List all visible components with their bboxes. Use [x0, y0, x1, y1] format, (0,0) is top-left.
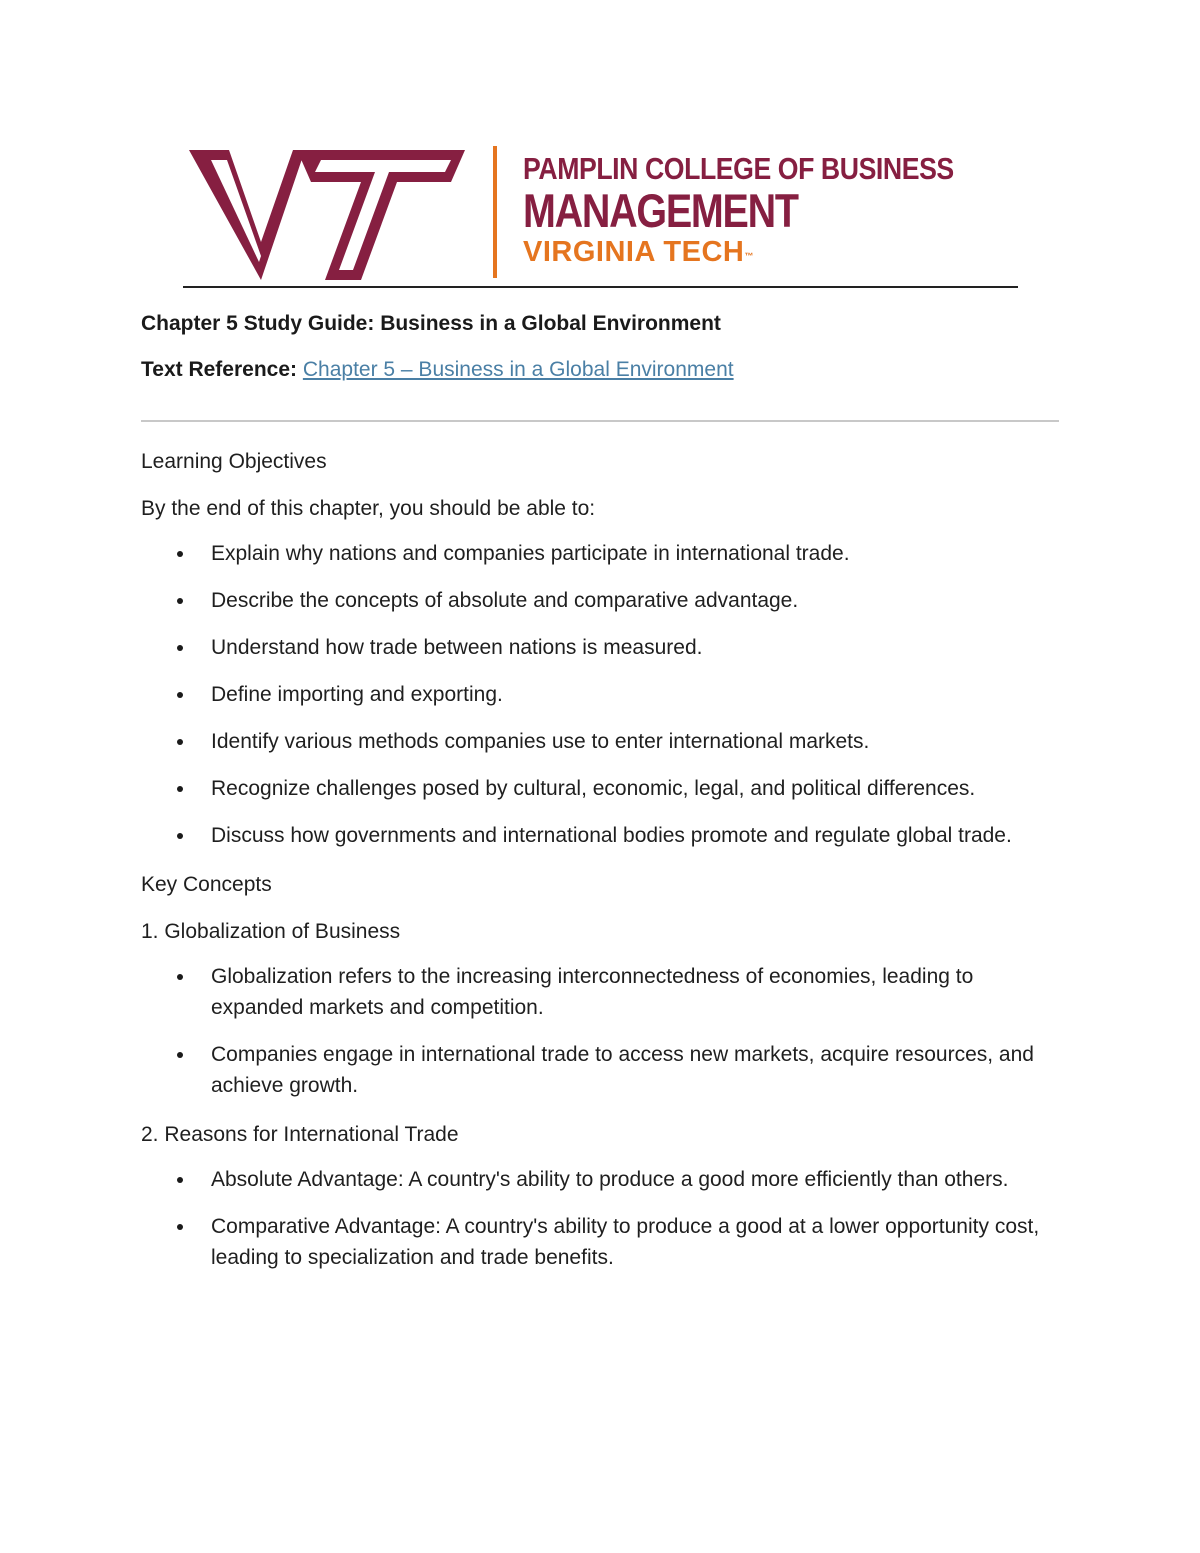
- vt-logo-mark: [189, 146, 465, 280]
- bullet-icon: [177, 692, 183, 698]
- list-item: Absolute Advantage: A country's ability to produce a good more efficiently than others.: [141, 1164, 1051, 1195]
- list-item: Describe the concepts of absolute and comparative advantage.: [141, 585, 1051, 616]
- list-item: Globalization refers to the increasing interconnectedness of economies, leading to expanded markets and competition.: [141, 961, 1051, 1023]
- list-item: Define importing and exporting.: [141, 679, 1051, 710]
- objectives-list: [141, 538, 1061, 851]
- text-reference-link[interactable]: Chapter 5 – Business in a Global Environment: [302, 358, 734, 381]
- list-item: Recognize challenges posed by cultural, economic, legal, and political differences.: [141, 773, 1051, 804]
- logo-university-name: VIRGINIA TECH™: [523, 236, 754, 268]
- bullet-icon: [177, 739, 183, 745]
- bullet-icon: [177, 645, 183, 651]
- logo-wordmark: [523, 152, 1013, 274]
- document-body: [141, 306, 1061, 1289]
- list-item: Understand how trade between nations is measured.: [141, 632, 1051, 663]
- objectives-heading: Learning Objectives: [141, 450, 327, 473]
- bullet-icon: [177, 551, 183, 557]
- list-item: Companies engage in international trade to access new markets, acquire resources, and achieve growth.: [141, 1039, 1051, 1101]
- section-divider: [141, 420, 1059, 422]
- logo-department-name: MANAGEMENT: [523, 184, 798, 237]
- concept-section-title: 1. Globalization of Business: [141, 920, 401, 943]
- list-item: Comparative Advantage: A country's ability to produce a good at a lower opportunity cost, leading to specialization and trade benefits.: [141, 1211, 1051, 1273]
- objectives-intro: By the end of this chapter, you should be able to:: [141, 497, 596, 520]
- list-item: Explain why nations and companies participate in international trade.: [141, 538, 1051, 569]
- concept-section-list: [141, 961, 1061, 1101]
- list-item: Identify various methods companies use to enter international markets.: [141, 726, 1051, 757]
- bullet-icon: [177, 833, 183, 839]
- text-reference: [141, 352, 1061, 388]
- bullet-icon: [177, 974, 183, 980]
- concept-section-list: [141, 1164, 1061, 1273]
- header-logo: [183, 140, 1018, 290]
- bullet-icon: [177, 1052, 183, 1058]
- text-reference-label: Text Reference:: [141, 358, 298, 381]
- concept-section-title: 2. Reasons for International Trade: [141, 1123, 459, 1146]
- bullet-icon: [177, 598, 183, 604]
- document-title: Chapter 5 Study Guide: Business in a Global Environment: [141, 312, 721, 335]
- bullet-icon: [177, 1224, 183, 1230]
- logo-college-name: PAMPLIN COLLEGE OF BUSINESS: [523, 151, 954, 186]
- bullet-icon: [177, 1177, 183, 1183]
- logo-divider: [493, 146, 497, 278]
- concepts-heading: Key Concepts: [141, 873, 272, 896]
- header-rule: [183, 286, 1018, 288]
- list-item: Discuss how governments and international bodies promote and regulate global trade.: [141, 820, 1051, 851]
- bullet-icon: [177, 786, 183, 792]
